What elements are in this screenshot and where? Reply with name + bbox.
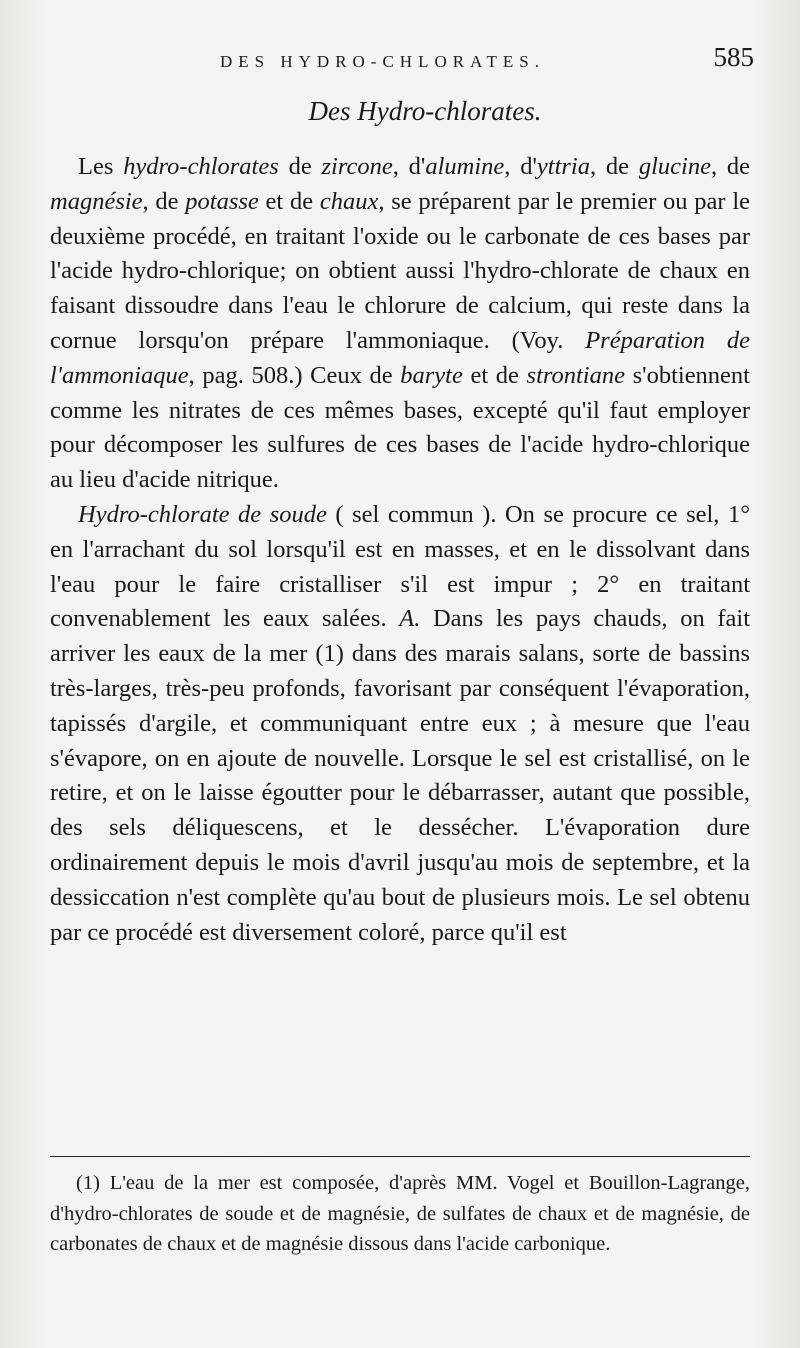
text-run: , pag. 508.) Ceux de bbox=[188, 361, 401, 389]
italic-term: Hydro-chlorate de soude bbox=[78, 500, 327, 528]
running-head bbox=[50, 40, 760, 80]
text-run: ( sel commun ). On se procure ce sel, 1° en l'arrachant du sol lorsqu'il est en masses, et en le dissolvant dans l'eau pour le faire cristalliser s'il est impur ; 2° en traitant convenablement les eaux salées. bbox=[50, 500, 751, 633]
paragraph bbox=[50, 498, 750, 950]
italic-term: A. bbox=[399, 605, 421, 633]
italic-term: alumine bbox=[425, 153, 505, 180]
text-run: de bbox=[278, 153, 322, 180]
italic-term: baryte bbox=[400, 361, 463, 389]
paragraph bbox=[50, 150, 750, 498]
italic-term: hydro-chlorates bbox=[123, 153, 279, 180]
italic-term: Préparation de l'ammoniaque bbox=[50, 326, 750, 389]
italic-term: magnésie bbox=[50, 187, 143, 215]
footnote-rule bbox=[50, 1156, 750, 1157]
text-run: , d' bbox=[392, 153, 426, 180]
footnote-text: (1) L'eau de la mer est composée, d'après MM. Vogel et Bouillon-Lagrange, d'hydro-chlorates de soude et de magnésie, de sulfates de chaux et de magnésie, de carbonates de chaux et de magnésie dissous dans l'acide carbonique. bbox=[50, 1172, 750, 1255]
running-head-title: DES HYDRO-CHLORATES. bbox=[220, 52, 545, 71]
text-run: , de bbox=[710, 153, 751, 180]
page-number: 585 bbox=[713, 42, 754, 72]
text-run: , se préparent par le premier ou par le deuxième procédé, en traitant l'oxide ou le carbonate de ces bases par l'acide hydro-chlorique; on obtient aussi l'hydro-chlorate de chaux en faisant dissoudre dans l'eau le chlorure de calcium, qui reste dans la cornue lorsqu'on prépare l'ammoniaque. (Voy. bbox=[50, 187, 750, 354]
section-title: Des Hydro-chlorates. bbox=[308, 96, 542, 126]
italic-term: strontiane bbox=[526, 361, 625, 389]
text-run: Les bbox=[78, 153, 124, 180]
footnote bbox=[50, 1168, 750, 1260]
italic-term: potasse bbox=[185, 187, 259, 215]
body-text bbox=[50, 150, 750, 950]
italic-term: yttria bbox=[536, 153, 590, 180]
text-run: et de bbox=[258, 187, 320, 215]
text-run: , d' bbox=[504, 153, 537, 180]
italic-term: zircone bbox=[321, 153, 393, 180]
text-run: , de bbox=[142, 187, 186, 215]
italic-term: glucine bbox=[638, 153, 711, 180]
text-run: s'obtiennent comme les nitrates de ces mêmes bases, excepté qu'il faut employer pour décomposer les sulfures de ces bases de l'acide hydro-chlorique au lieu d'acide nitrique. bbox=[50, 361, 750, 494]
text-run: Dans les pays chauds, on fait arriver les eaux de la mer (1) dans des marais salans, sorte de bassins très-larges, très-peu profonds, favorisant par conséquent l'évaporation, tapissés d'argile, et communiquant entre eux ; à mesure que l'eau s'évapore, on en ajoute de nouvelle. Lorsque le sel est cristallisé, on le retire, et on le laisse égoutter pour le débarrasser, autant que possible, des sels déliquescens, et le dessécher. L'évaporation dure ordinairement depuis le mois d'avril jusqu'au mois de septembre, et la dessiccation n'est complète qu'au bout de plusieurs mois. Le sel obtenu par ce procédé est diversement coloré, parce qu'il est bbox=[50, 605, 750, 946]
text-run: , de bbox=[589, 153, 639, 180]
italic-term: chaux bbox=[319, 187, 379, 215]
text-run: et de bbox=[462, 361, 527, 389]
